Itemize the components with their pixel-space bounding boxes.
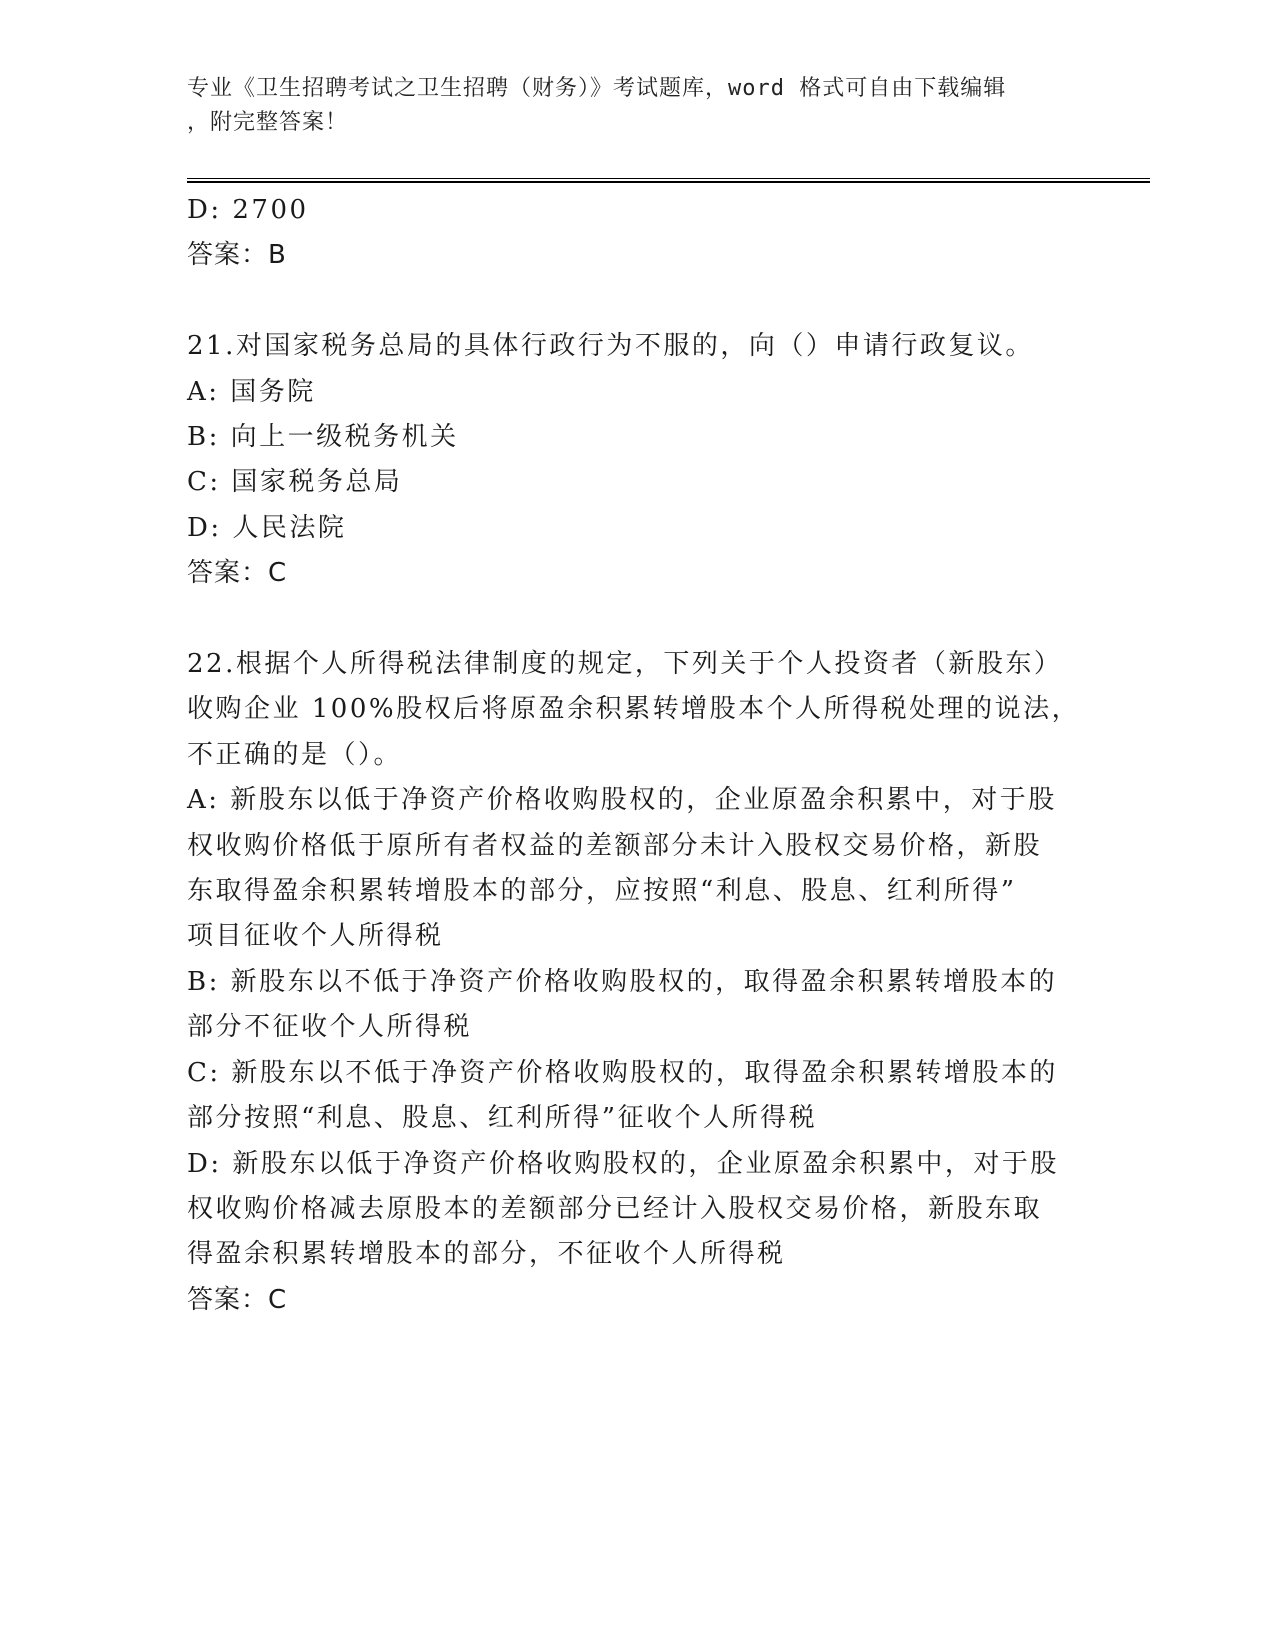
header-line-2: ，附完整答案！ <box>187 110 349 135</box>
q22-option-d-line-3: 得盈余积累转增股本的部分，不征收个人所得税 <box>187 1239 786 1270</box>
q21-option-c: C: 国家税务总局 <box>187 467 403 498</box>
document-body <box>187 188 1087 1323</box>
q22-option-c-line-1: C: 新股东以不低于净资产价格收购股权的，取得盈余积累转增股本的 <box>187 1057 1058 1088</box>
q22-option-a-line-4: 项目征收个人所得税 <box>187 921 444 952</box>
q22-option-d-line-1: D: 新股东以低于净资产价格收购股权的，企业原盈余积累中，对于股 <box>187 1148 1059 1179</box>
header-divider <box>187 178 1150 183</box>
q22-option-b-line-2: 部分不征收个人所得税 <box>187 1012 473 1043</box>
q22-stem-line-1: 22.根据个人所得税法律制度的规定，下列关于个人投资者（新股东） <box>187 649 1063 680</box>
q22-option-d-line-2: 权收购价格减去原股本的差额部分已经计入股权交易价格，新股东取 <box>187 1193 1043 1224</box>
spacer <box>187 279 1087 324</box>
question-22 <box>187 642 1087 1323</box>
page-header <box>187 72 1067 140</box>
q22-option-c-line-2: 部分按照“利息、股息、红利所得”征收个人所得税 <box>187 1103 818 1134</box>
q21-option-d: D: 人民法院 <box>187 512 347 543</box>
q22-option-b-line-1: B: 新股东以不低于净资产价格收购股权的，取得盈余积累转增股本的 <box>187 966 1058 997</box>
prev-option-d: D: 2700 <box>187 195 309 225</box>
prev-answer: 答案：B <box>187 240 287 271</box>
q22-stem-line-2: 收购企业 100%股权后将原盈余积累转增股本个人所得税处理的说法， <box>187 694 1081 725</box>
q21-option-a: A: 国务院 <box>187 376 316 407</box>
q22-answer: 答案：C <box>187 1284 288 1315</box>
q22-option-a-line-2: 权收购价格低于原所有者权益的差额部分未计入股权交易价格，新股 <box>187 830 1043 861</box>
q22-stem-line-3: 不正确的是（）。 <box>187 739 403 770</box>
q22-option-a-line-1: A: 新股东以低于净资产价格收购股权的，企业原盈余积累中，对于股 <box>187 785 1057 816</box>
q21-option-b: B: 向上一级税务机关 <box>187 422 459 453</box>
spacer <box>187 597 1087 642</box>
q21-answer: 答案：C <box>187 558 288 589</box>
header-line-1: 专业《卫生招聘考试之卫生招聘（财务）》考试题库，word 格式可自由下载编辑 <box>187 76 1007 101</box>
q22-option-a-line-3: 东取得盈余积累转增股本的部分，应按照“利息、股息、红利所得” <box>187 876 1017 907</box>
question-21 <box>187 324 1087 596</box>
q21-stem: 21.对国家税务总局的具体行政行为不服的，向（）申请行政复议。 <box>187 331 1034 362</box>
